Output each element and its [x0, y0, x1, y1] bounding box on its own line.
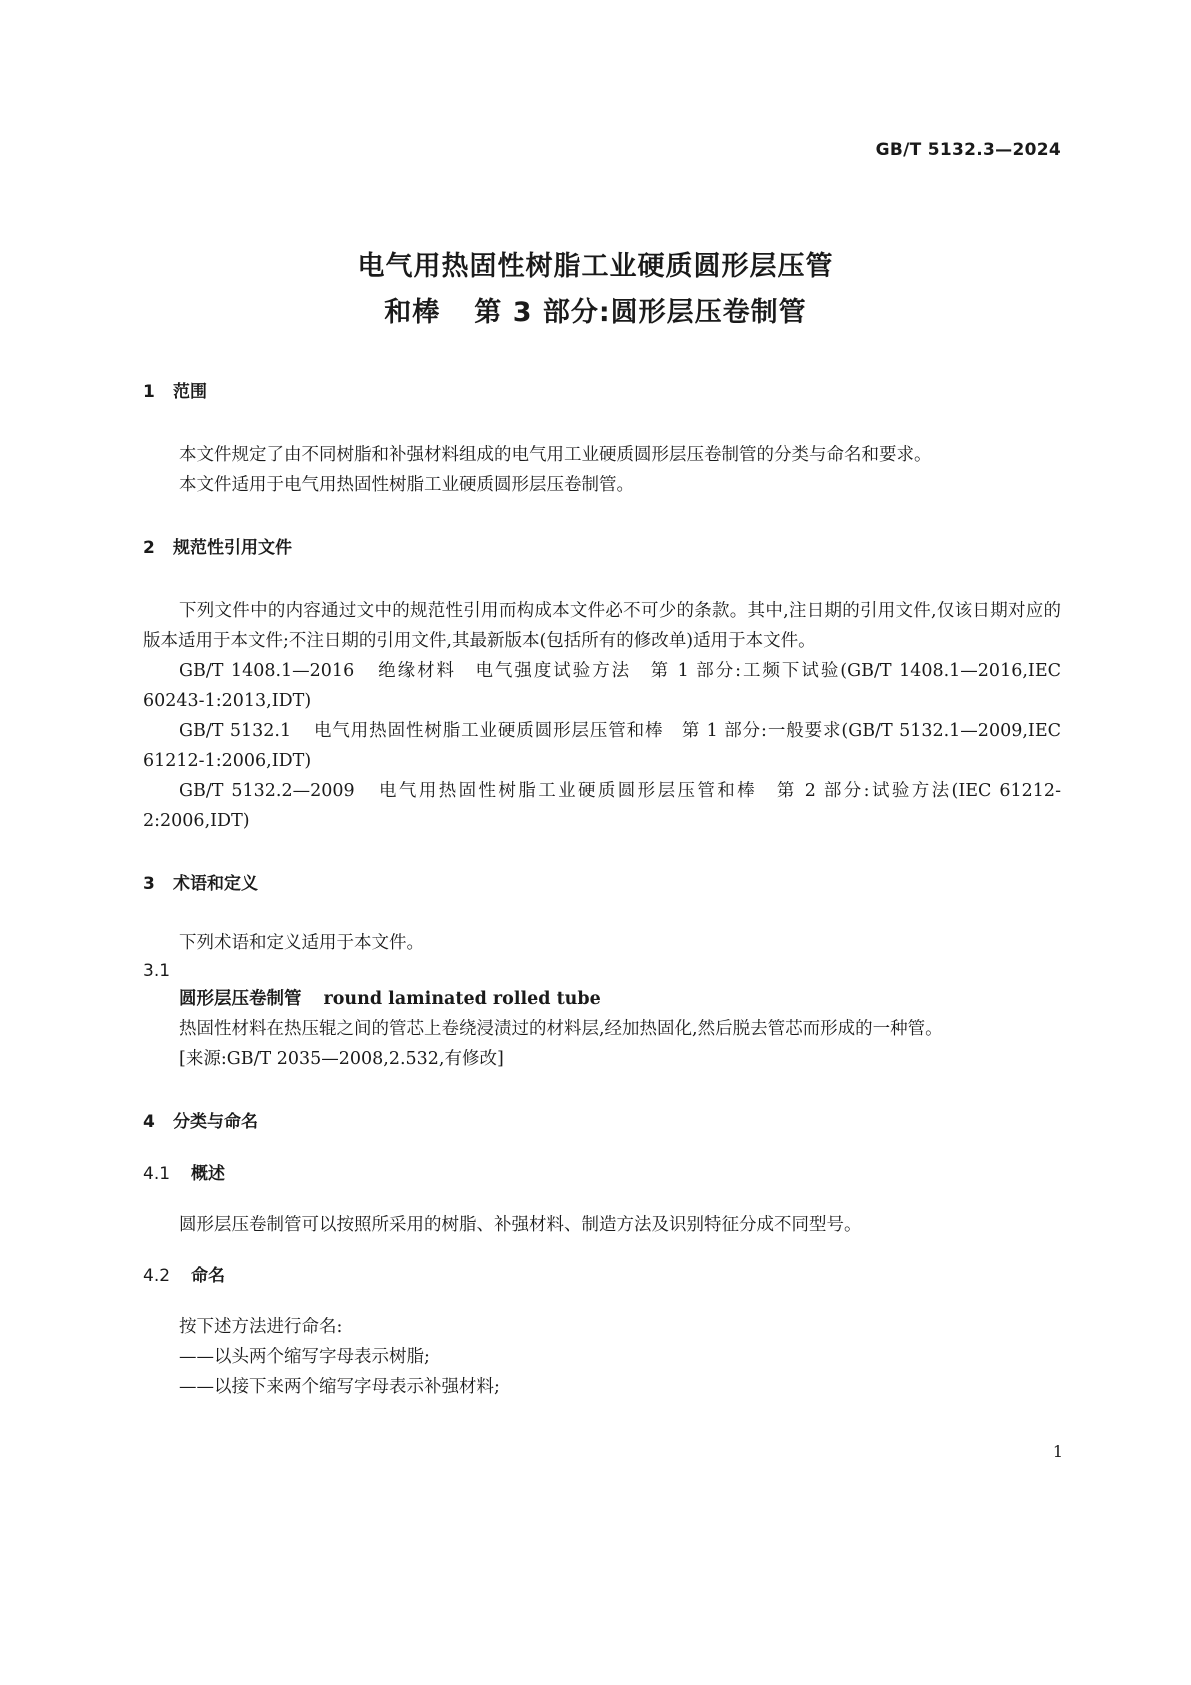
section-2-heading	[143, 536, 1061, 560]
reference-code: GB/T 1408.1—2016	[179, 661, 355, 681]
reference-item	[143, 776, 1061, 836]
reference-title: 绝缘材料 电气强度试验方法 第 1 部分:工频下试验(GB/T 1408.1—2016,IEC 60243-1:2013,IDT)	[143, 661, 1061, 711]
list-item: ——以头两个缩写字母表示树脂;	[179, 1347, 430, 1367]
naming-intro: 按下述方法进行命名:	[179, 1317, 343, 1337]
subsection-number: 4.2	[143, 1266, 171, 1286]
list-item: ——以接下来两个缩写字母表示补强材料;	[179, 1377, 500, 1397]
term-english: round laminated rolled tube	[323, 989, 601, 1009]
section-number: 4	[143, 1112, 155, 1132]
section-title: 分类与命名	[173, 1112, 258, 1132]
reference-code: GB/T 5132.1	[179, 721, 292, 741]
subsection-title: 概述	[191, 1164, 225, 1184]
term-entry	[143, 984, 1061, 1014]
scope-paragraph-2: 本文件适用于电气用热固性树脂工业硬质圆形层压卷制管。	[179, 475, 634, 495]
section-number: 2	[143, 538, 155, 558]
reference-title: 电气用热固性树脂工业硬质圆形层压管和棒 第 1 部分:一般要求(GB/T 5132.1—2009,IEC 61212-1:2006,IDT)	[143, 721, 1061, 771]
term-number: 3.1	[143, 961, 171, 981]
title-line-1: 电气用热固性树脂工业硬质圆形层压管	[357, 251, 834, 282]
reference-item	[143, 656, 1061, 716]
document-body	[143, 380, 1061, 1402]
section-1-heading	[143, 380, 1061, 404]
subsection-4-1-heading	[143, 1162, 1061, 1186]
section-4-heading	[143, 1110, 1061, 1134]
subsection-title: 命名	[191, 1266, 225, 1286]
normative-references-intro: 下列文件中的内容通过文中的规范性引用而构成本文件必不可少的条款。其中,注日期的引用文件,仅该日期对应的版本适用于本文件;不注日期的引用文件,其最新版本(包括所有的修改单)适用于本文件。	[143, 601, 1061, 651]
section-title: 范围	[173, 382, 207, 402]
subsection-number: 4.1	[143, 1164, 171, 1184]
section-title: 术语和定义	[173, 874, 258, 894]
section-3-heading	[143, 872, 1061, 896]
overview-paragraph: 圆形层压卷制管可以按照所采用的树脂、补强材料、制造方法及识别特征分成不同型号。	[179, 1215, 862, 1235]
term-definition: 热固性材料在热压辊之间的管芯上卷绕浸渍过的材料层,经加热固化,然后脱去管芯而形成的一种管。	[179, 1019, 943, 1039]
title-line-2-part-b: 第 3 部分:圆形层压卷制管	[474, 297, 807, 328]
terms-intro: 下列术语和定义适用于本文件。	[179, 933, 424, 953]
section-title: 规范性引用文件	[173, 538, 292, 558]
section-number: 3	[143, 874, 155, 894]
term-source: [来源:GB/T 2035—2008,2.532,有修改]	[179, 1049, 504, 1069]
reference-title: 电气用热固性树脂工业硬质圆形层压管和棒 第 2 部分:试验方法(IEC 61212-2:2006,IDT)	[143, 781, 1061, 831]
reference-code: GB/T 5132.2—2009	[179, 781, 355, 801]
section-number: 1	[143, 382, 155, 402]
title-line-2	[0, 290, 1191, 336]
standard-code: GB/T 5132.3—2024	[875, 140, 1061, 160]
term-chinese: 圆形层压卷制管	[179, 989, 302, 1009]
reference-item	[143, 716, 1061, 776]
scope-paragraph-1: 本文件规定了由不同树脂和补强材料组成的电气用工业硬质圆形层压卷制管的分类与命名和要求。	[179, 445, 932, 465]
page-number: 1	[1052, 1442, 1063, 1461]
subsection-4-2-heading	[143, 1264, 1061, 1288]
document-title	[0, 244, 1191, 336]
title-line-2-part-a: 和棒	[384, 297, 441, 328]
